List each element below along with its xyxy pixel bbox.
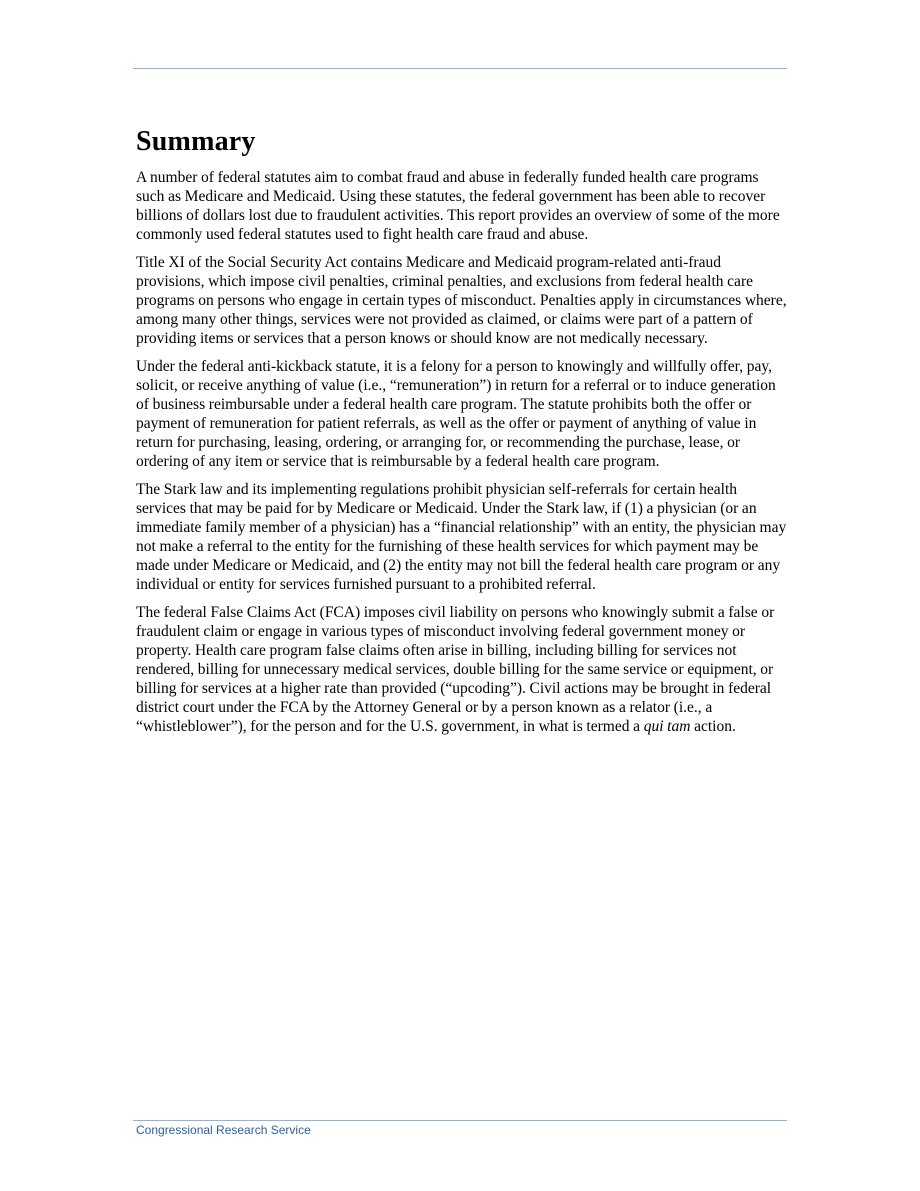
footer-rule xyxy=(133,1120,787,1121)
paragraph-text: The federal False Claims Act (FCA) imposes civil liability on persons who knowingly submit a false or fraudulent claim or engage in various types of misconduct involving federal government money or property. Health care program false claims often arise in billing, including billing for services not rendered, billing for unnecessary medical services, double billing for the same service or equipment, or billing for services at a higher rate than provided (“upcoding”). Civil actions may be brought in federal district court under the FCA by the Attorney General or by a person known as a relator (i.e., a “whistleblower”), for the person and for the U.S. government, in what is termed a xyxy=(136,604,775,735)
paragraph: The Stark law and its implementing regulations prohibit physician self-referrals for certain health services that may be paid for by Medicare or Medicaid. Under the Stark law, if (1) a physician (or an immediate family member of a physician) has a “financial relationship” with an entity, the physician may not make a referral to the entity for the furnishing of these health services for which payment may be made under Medicare or Medicaid, and (2) the entity may not bill the federal health care program or any individual or entity for services furnished pursuant to a prohibited referral. xyxy=(136,481,787,593)
document-body xyxy=(136,123,788,745)
paragraph: A number of federal statutes aim to combat fraud and abuse in federally funded health care programs such as Medicare and Medicaid. Using these statutes, the federal government has been able to recover billions of dollars lost due to fraudulent activities. This report provides an overview of some of the more commonly used federal statutes used to fight health care fraud and abuse. xyxy=(136,169,780,243)
paragraph: Title XI of the Social Security Act contains Medicare and Medicaid program-related anti-fraud provisions, which impose civil penalties, criminal penalties, and exclusions from federal health care programs on persons who engage in certain types of misconduct. Penalties apply in circumstances where, among many other things, services were not provided as claimed, or claims were part of a pattern of providing items or services that a person knows or should know are not medically necessary. xyxy=(136,254,787,347)
paragraph: Under the federal anti-kickback statute, it is a felony for a person to knowingly and willfully offer, pay, solicit, or receive anything of value (i.e., “remuneration”) in return for a referral or to induce generation of business reimbursable under a federal health care program. The statute prohibits both the offer or payment of remuneration for patient referrals, as well as the offer or payment of anything of value in return for purchasing, leasing, ordering, or arranging for, or recommending the purchase, lease, or ordering of any item or service that is reimbursable by a federal health care program. xyxy=(136,358,776,470)
page-title: Summary xyxy=(136,126,256,157)
italic-term: qui tam xyxy=(643,718,691,735)
paragraph-false-claims-act xyxy=(136,603,788,736)
header-rule xyxy=(133,68,787,69)
paragraph-text: action. xyxy=(690,718,736,735)
footer-label: Congressional Research Service xyxy=(136,1123,311,1137)
